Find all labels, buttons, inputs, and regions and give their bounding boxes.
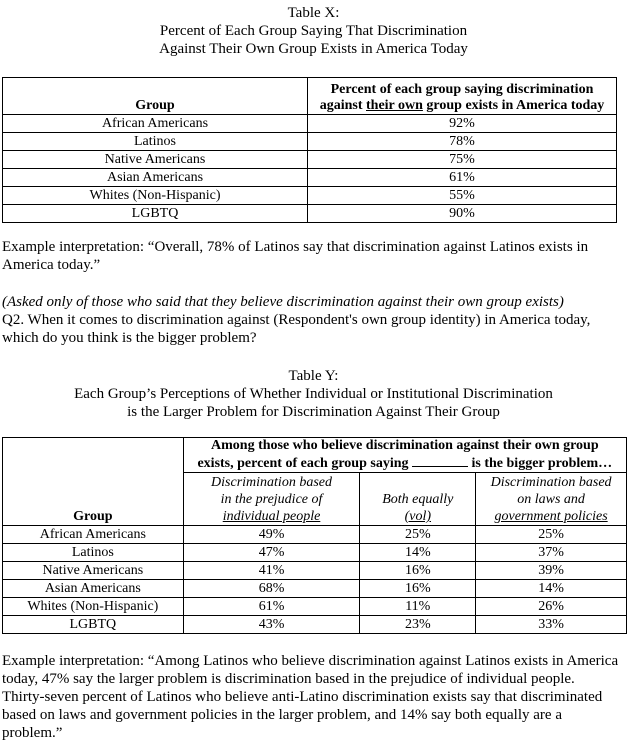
col-individual-line1: Discrimination based bbox=[211, 475, 332, 490]
laws-cell: 14% bbox=[476, 580, 627, 598]
table-y-title-line1: Each Group’s Perceptions of Whether Individual or Institutional Discrimination bbox=[74, 386, 553, 402]
table-row bbox=[3, 205, 617, 223]
both-cell: 11% bbox=[360, 598, 476, 616]
group-cell: Native Americans bbox=[3, 562, 184, 580]
col-laws-header bbox=[476, 473, 627, 526]
among-header-post: is the bigger problem… bbox=[468, 456, 613, 471]
table-row bbox=[3, 169, 617, 187]
group-cell: Native Americans bbox=[3, 151, 308, 169]
individual-cell: 49% bbox=[183, 526, 360, 544]
table-row bbox=[3, 580, 627, 598]
group-cell: Asian Americans bbox=[3, 169, 308, 187]
pct-cell: 61% bbox=[308, 169, 617, 187]
table-y-title-line2: is the Larger Problem for Discrimination Against Their Group bbox=[127, 404, 500, 420]
table-y-among-header bbox=[183, 438, 626, 473]
group-cell: Latinos bbox=[3, 133, 308, 151]
laws-cell: 26% bbox=[476, 598, 627, 616]
individual-cell: 68% bbox=[183, 580, 360, 598]
col-laws-line3: government policies bbox=[494, 509, 608, 524]
laws-cell: 33% bbox=[476, 616, 627, 634]
pct-header-post: group exists in America today bbox=[422, 98, 605, 113]
table-y-label: Table Y: bbox=[288, 368, 339, 384]
both-cell: 16% bbox=[360, 580, 476, 598]
group-cell: LGBTQ bbox=[3, 616, 184, 634]
table-x-pct-header bbox=[308, 78, 617, 115]
table-row bbox=[3, 526, 627, 544]
table-row bbox=[3, 562, 627, 580]
table-x-pct-header-line1: Percent of each group saying discrimination bbox=[330, 82, 594, 97]
pct-cell: 90% bbox=[308, 205, 617, 223]
q2-block bbox=[2, 293, 620, 347]
table-row bbox=[3, 187, 617, 205]
table-x-title-line1: Percent of Each Group Saying That Discrimination bbox=[159, 23, 468, 39]
col-individual-line2: in the prejudice of bbox=[220, 492, 323, 507]
both-cell: 25% bbox=[360, 526, 476, 544]
asked-only-note: (Asked only of those who said that they believe discrimination against their own group exists) bbox=[2, 294, 564, 310]
table-row bbox=[3, 616, 627, 634]
laws-cell: 39% bbox=[476, 562, 627, 580]
col-both-line2: (vol) bbox=[404, 509, 431, 524]
col-both-header bbox=[360, 473, 476, 526]
col-laws-line2: on laws and bbox=[517, 492, 585, 507]
table-x-title-line2: Against Their Own Group Exists in America Today bbox=[159, 41, 468, 57]
table-y-group-header: Group bbox=[3, 438, 184, 526]
pct-cell: 55% bbox=[308, 187, 617, 205]
group-cell: African Americans bbox=[3, 526, 184, 544]
individual-cell: 47% bbox=[183, 544, 360, 562]
col-laws-line1: Discrimination based bbox=[490, 475, 612, 490]
group-cell: Asian Americans bbox=[3, 580, 184, 598]
fill-in-blank bbox=[412, 454, 468, 467]
table-x-pct-header-line2 bbox=[308, 98, 616, 114]
table-row bbox=[3, 115, 617, 133]
table-x-header-row bbox=[3, 78, 617, 115]
table-x-caption bbox=[0, 4, 627, 58]
pct-cell: 78% bbox=[308, 133, 617, 151]
table-y-interpretation: Example interpretation: “Among Latinos who believe discrimination against Latinos exists in America today, 47% say the larger problem is discrimination based in the prejudice of individual people. Thirty-seven percent of Latinos who believe anti-Latino discrimination exists say that discriminated based on laws and government policies in the larger problem, and 14% say both equally are a problem.” bbox=[2, 653, 619, 741]
col-both-line1: Both equally bbox=[382, 492, 454, 507]
both-cell: 23% bbox=[360, 616, 476, 634]
among-header-line1: Among those who believe discrimination against their own group bbox=[211, 438, 599, 453]
col-individual-header bbox=[183, 473, 360, 526]
individual-cell: 41% bbox=[183, 562, 360, 580]
group-cell: African Americans bbox=[3, 115, 308, 133]
group-cell: Whites (Non-Hispanic) bbox=[3, 187, 308, 205]
both-cell: 14% bbox=[360, 544, 476, 562]
table-x-label: Table X: bbox=[287, 5, 340, 21]
table-y-caption bbox=[0, 367, 627, 421]
individual-cell: 43% bbox=[183, 616, 360, 634]
table-x-interpretation: Example interpretation: “Overall, 78% of Latinos say that discrimination against Latinos exists in America today.” bbox=[2, 239, 589, 273]
group-cell: Whites (Non-Hispanic) bbox=[3, 598, 184, 616]
table-y-top-header-row bbox=[3, 438, 627, 473]
table-x-group-header: Group bbox=[3, 78, 308, 115]
table-y bbox=[2, 437, 627, 634]
among-header-pre: exists, percent of each group saying bbox=[197, 456, 409, 471]
table-x bbox=[2, 77, 617, 223]
pct-header-underlined: their own bbox=[366, 98, 423, 113]
pct-cell: 75% bbox=[308, 151, 617, 169]
laws-cell: 37% bbox=[476, 544, 627, 562]
table-row bbox=[3, 151, 617, 169]
group-cell: Latinos bbox=[3, 544, 184, 562]
table-row bbox=[3, 544, 627, 562]
group-cell: LGBTQ bbox=[3, 205, 308, 223]
pct-cell: 92% bbox=[308, 115, 617, 133]
among-header-line2 bbox=[184, 454, 626, 472]
col-individual-line3: individual people bbox=[222, 509, 321, 524]
both-cell: 16% bbox=[360, 562, 476, 580]
q2-question: Q2. When it comes to discrimination against (Respondent's own group identity) in America today, which do you think is the bigger problem? bbox=[2, 312, 591, 346]
table-row bbox=[3, 133, 617, 151]
pct-header-pre: against bbox=[319, 98, 366, 113]
individual-cell: 61% bbox=[183, 598, 360, 616]
laws-cell: 25% bbox=[476, 526, 627, 544]
table-row bbox=[3, 598, 627, 616]
